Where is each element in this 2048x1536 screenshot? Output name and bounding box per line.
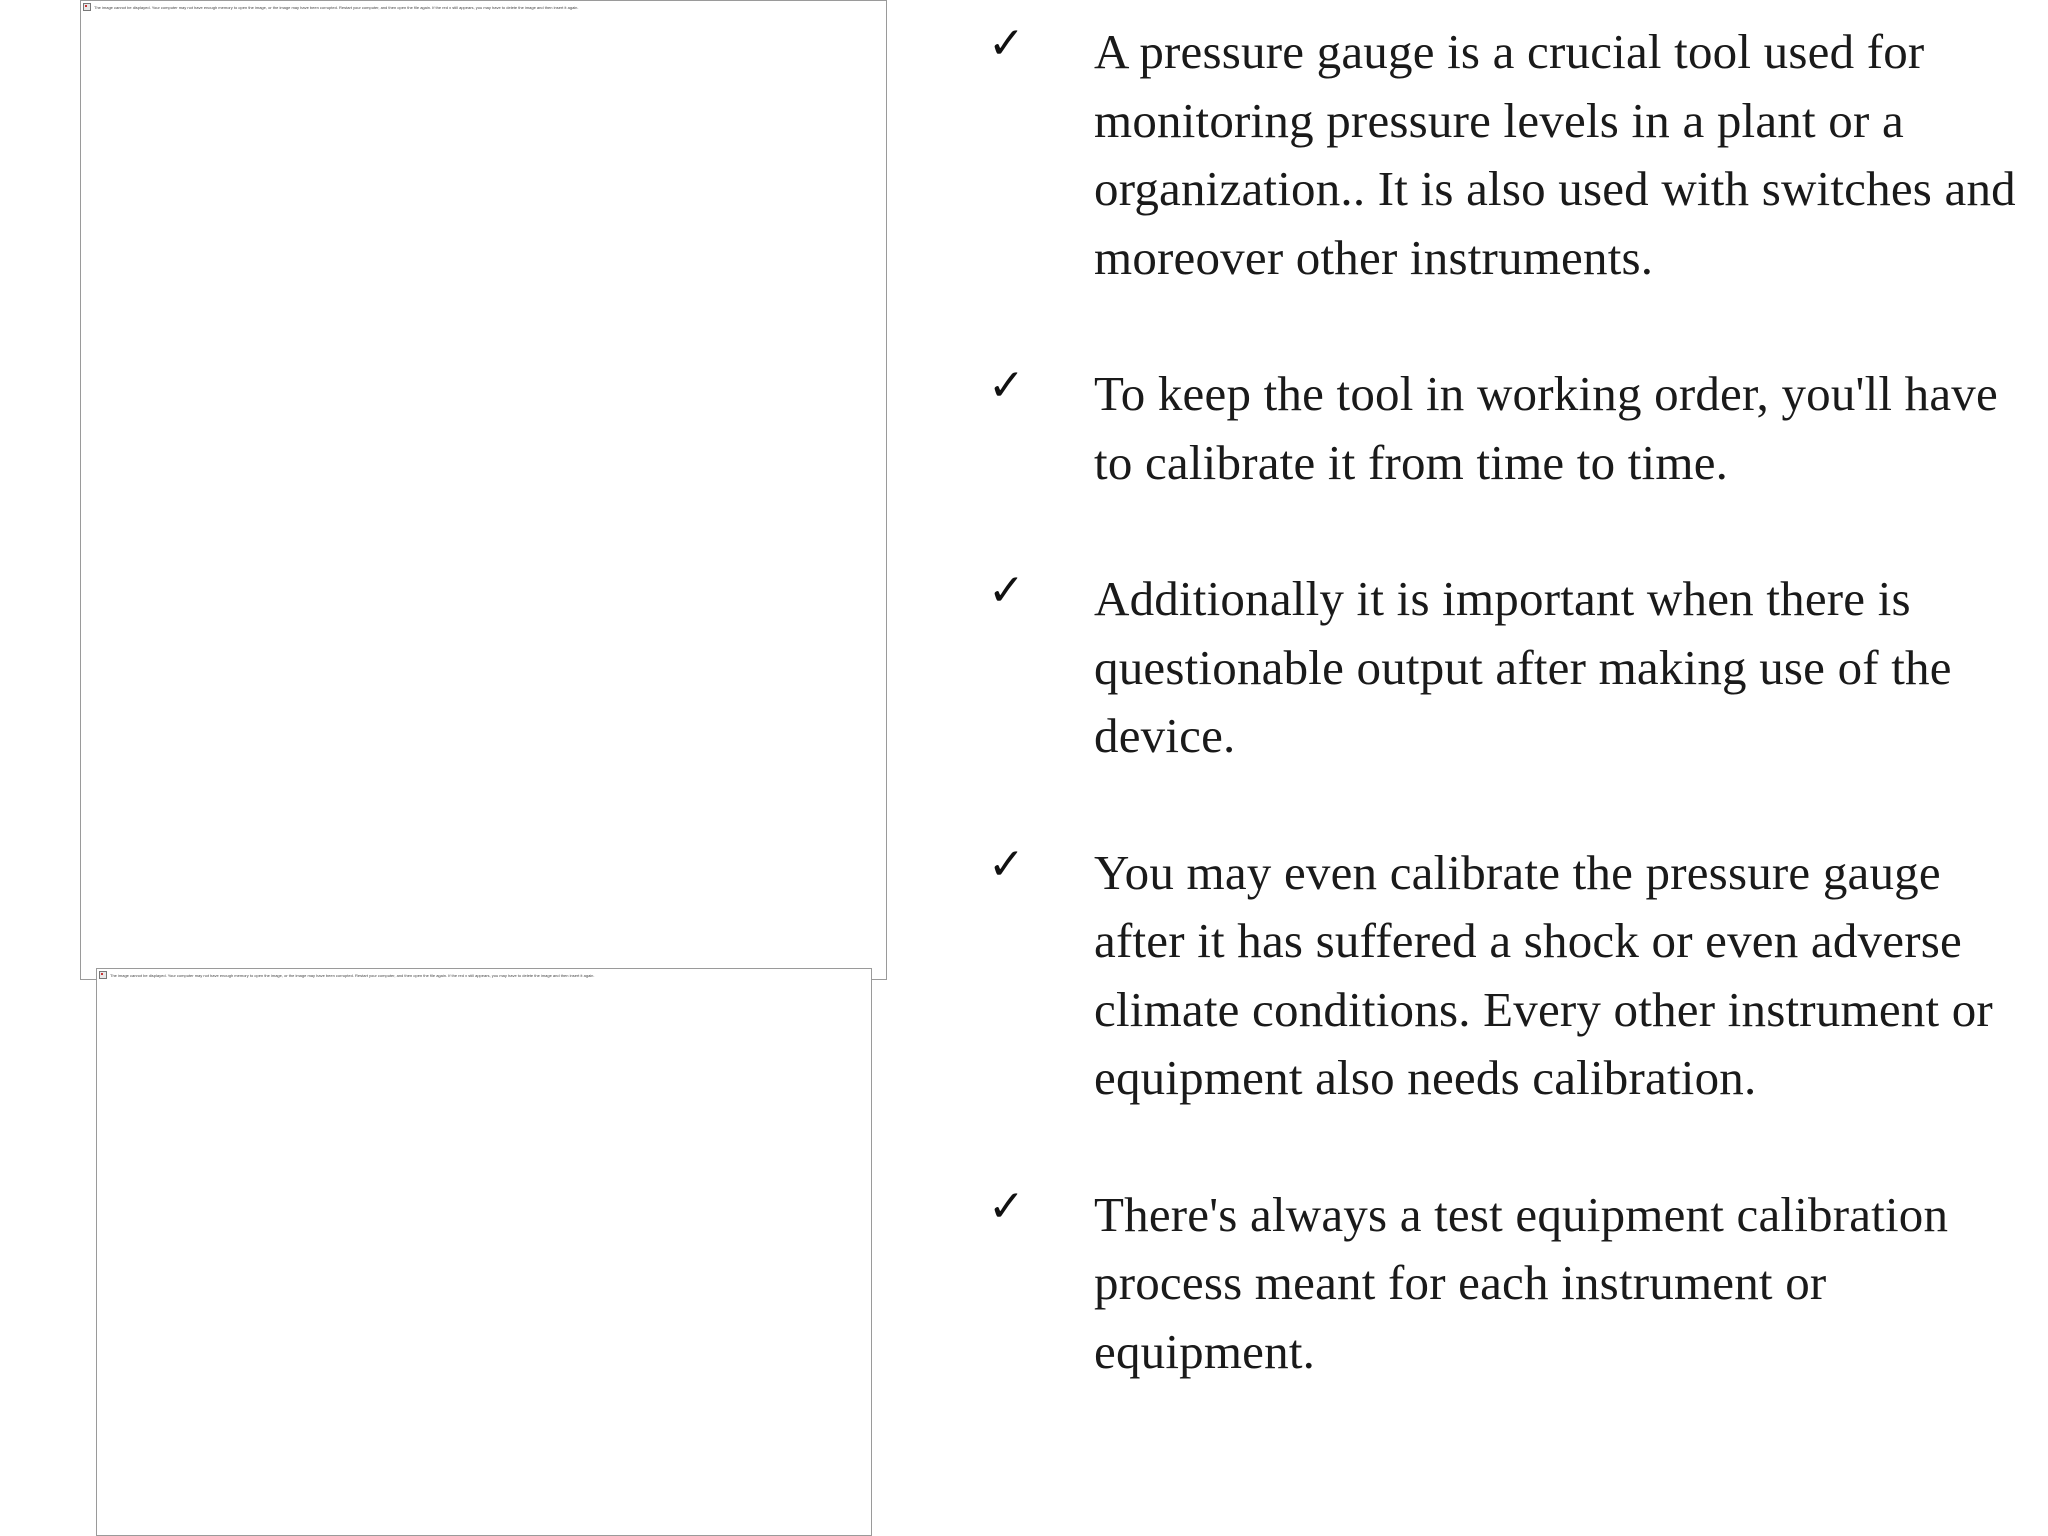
broken-image-icon: [83, 3, 91, 11]
bullet-text: To keep the tool in working order, you'll have to calibrate it from time to time.: [1094, 366, 1998, 490]
list-item: [988, 360, 2038, 497]
bullet-text: There's always a test equipment calibration process meant for each instrument or equipment.: [1094, 1186, 1949, 1379]
broken-image-notice: [83, 3, 579, 11]
broken-image-notice: [99, 971, 595, 979]
bullet-text: A pressure gauge is a crucial tool used for monitoring pressure levels in a plant or a organization.. It is also used with switches and moreover other instruments.: [1094, 24, 2016, 285]
broken-image-bottom: [96, 968, 872, 1536]
broken-image-icon: [99, 971, 107, 979]
check-icon: ✓: [988, 18, 1025, 69]
list-item: [988, 839, 2038, 1113]
broken-image-top: [80, 0, 887, 980]
broken-image-message: The image cannot be displayed. Your computer may not have enough memory to open the image, or the image may have been corrupted. Restart your computer, and then open the file again. If the red x still appears, you may have to delete the image and then insert it again.: [110, 972, 595, 978]
broken-image-message: The image cannot be displayed. Your computer may not have enough memory to open the image, or the image may have been corrupted. Restart your computer, and then open the file again. If the red x still appears, you may have to delete the image and then insert it again.: [94, 4, 579, 10]
list-item: [988, 18, 2038, 292]
bullet-list: [988, 18, 2038, 1454]
check-icon: ✓: [988, 1180, 1025, 1232]
check-icon: ✓: [988, 565, 1025, 616]
bullet-text: You may even calibrate the pressure gauge after it has suffered a shock or even adverse climate conditions. Every other instrument or equipment also needs calibration.: [1094, 844, 1993, 1105]
check-icon: ✓: [988, 360, 1025, 411]
check-icon: ✓: [988, 838, 1025, 890]
list-item: [988, 1181, 2038, 1387]
list-item: [988, 565, 2038, 771]
bullet-text: Additionally it is important when there is questionable output after making use of the device.: [1094, 571, 1952, 763]
